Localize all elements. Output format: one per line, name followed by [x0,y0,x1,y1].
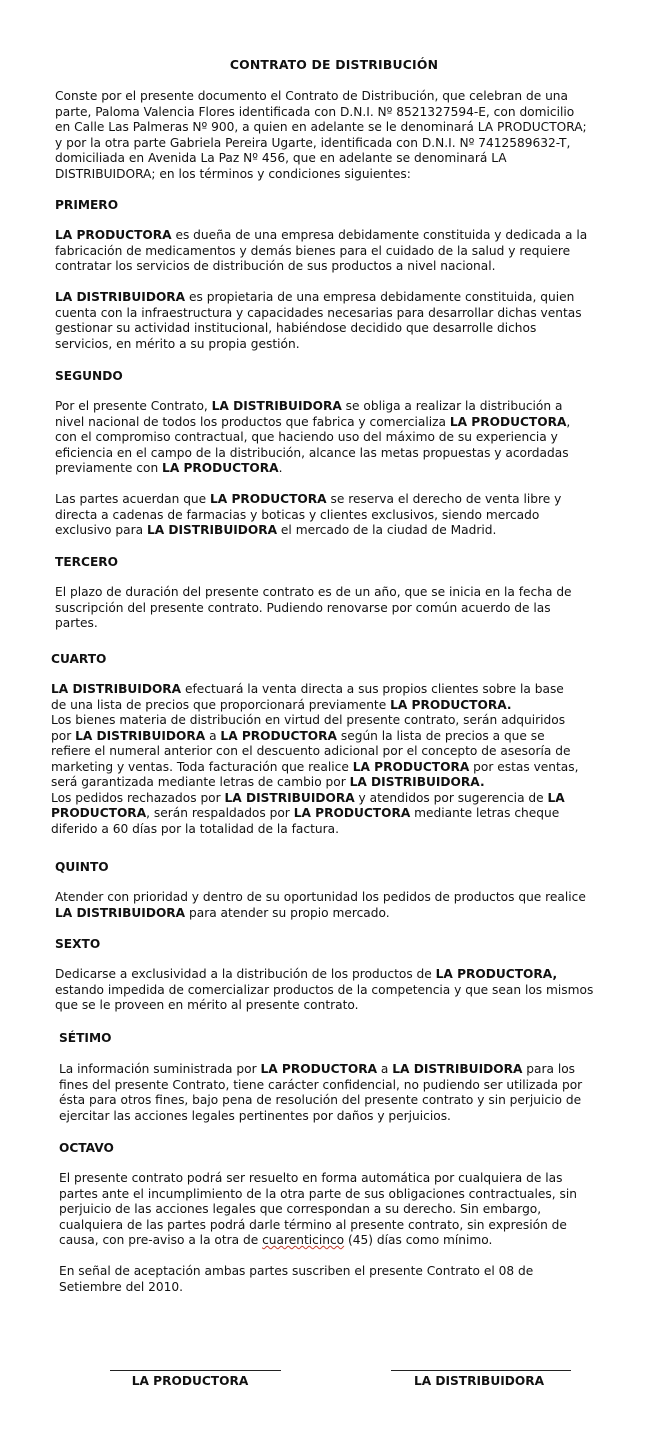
text-segment: por [51,728,76,743]
heading-tercero: TERCERO [55,555,119,569]
heading-octavo: OCTAVO [59,1141,114,1155]
party-name: LA DISTRIBUIDORA [55,905,186,920]
text-line: Conste por el presente documento el Contrato de Distribución, que celebran de una [55,89,568,103]
text-segment: perjuicio de las acciones legales que correspondan a su derecho. Sin embargo, [59,1202,542,1216]
text-line: y por la otra parte Gabriela Pereira Ugarte, identificada con D.N.I. Nº 7412589632-T, [55,135,571,150]
text-segment: . [278,461,283,475]
text-segment: Las partes acuerdan que [55,492,211,506]
text-segment: según la lista de precios a que se [337,728,545,743]
text-segment: refiere el numeral anterior con el descuento adicional por el concepto de asesoría de [51,744,571,758]
party-name: LA DISTRIBUIDORA [146,523,278,537]
text-segment: Setiembre del 2010. [59,1279,184,1294]
text-line [55,415,570,431]
text-line [51,775,578,791]
intro-paragraph [55,89,587,182]
spellcheck-word: cuarenticinco [262,1233,345,1247]
text-segment: partes ante el incumplimiento de la otra parte de sus obligaciones contractuales, sin [59,1186,577,1201]
text-line [55,446,570,462]
text-line [59,1187,577,1203]
text-line: domiciliada en Avenida La Paz Nº 456, que en adelante se denominará LA [55,151,507,165]
text-line [51,698,578,714]
party-name: LA DISTRIBUIDORA [55,290,186,304]
party-name: LA PRODUCTORA [352,759,470,774]
setimo-paragraph [59,1062,582,1124]
signature-label-productora: LA PRODUCTORA [131,1374,249,1388]
party-name: LA PRODUCTORA [260,1062,378,1076]
party-name: LA DISTRIBUIDORA [51,682,182,696]
text-segment: servicios, en mérito a su propia gestión. [55,336,300,351]
text-segment: ésta para otros fines, bajo pena de resolución del presente contrato y sin perjuicio de [59,1093,582,1107]
text-segment: diferido a 60 días por la totalidad de la factura. [51,821,339,836]
party-name: LA DISTRIBUIDORA [392,1062,523,1076]
party-name: LA PRODUCTORA [293,806,411,820]
text-line [59,1062,582,1078]
text-line [55,399,570,415]
text-segment: fines del presente Contrato, tiene carácter confidencial, no pudiendo ser utilizada por [59,1077,583,1092]
text-segment: a [205,728,221,743]
text-segment: La información suministrada por [59,1062,261,1076]
text-line [55,906,586,922]
party-name: LA DISTRIBUIDORA. [349,775,485,789]
text-segment: , [566,414,571,429]
cuarto-paragraph [51,682,578,837]
party-name: LA PRODUCTORA. [390,697,512,712]
text-segment: En señal de aceptación ambas partes suscriben el presente Contrato el 08 de [59,1264,534,1278]
text-line [51,744,578,760]
party-name: LA PRODUCTORA [449,414,567,429]
text-line [55,461,570,477]
primero-paragraph-1 [55,228,587,275]
text-line [55,601,572,617]
text-line [55,523,561,539]
text-line [55,290,582,306]
text-segment: exclusivo para [55,523,147,537]
text-line: parte, Paloma Valencia Flores identificada con D.N.I. Nº 8521327594-E, con domicilio [55,104,575,119]
text-line [55,998,593,1014]
text-segment: será garantizada mediante letras de cambio por [51,775,350,789]
text-line [59,1202,577,1218]
text-line [55,228,587,244]
text-line [55,244,587,260]
text-segment: nivel nacional de todos los productos que fabrica y comercializa [55,414,450,429]
text-line [55,616,572,632]
text-line [59,1280,533,1296]
text-line: DISTRIBUIDORA; en los términos y condiciones siguientes: [55,166,411,181]
text-line [59,1109,582,1125]
text-segment: Los bienes materia de distribución en virtud del presente contrato, serán adquiridos [51,713,566,727]
text-segment: contratar los servicios de distribución de sus productos a nivel nacional. [55,259,496,273]
text-line [59,1078,582,1094]
text-segment: se obliga a realizar la distribución a [341,399,563,413]
party-name: LA PRODUCTORA [162,461,279,475]
text-line [51,806,578,822]
tercero-paragraph [55,585,572,632]
text-segment: suscripción del presente contrato. Pudiendo renovarse por común acuerdo de las [55,600,551,615]
signature-label-distribuidora: LA DISTRIBUIDORA [413,1374,545,1388]
text-segment: Por el presente Contrato, [55,399,212,413]
text-segment: , serán respaldados por [146,806,294,820]
text-segment: eficiencia en el campo de la distribución, alcance las metas propuestas y acordadas [55,445,569,460]
party-name: LA DISTRIBUIDORA [211,399,342,413]
text-segment: mediante letras cheque [410,806,560,820]
text-line [55,492,561,508]
text-line [55,321,582,337]
octavo-paragraph-1 [59,1171,577,1249]
party-name: PRODUCTORA [51,806,147,820]
text-line: en Calle Las Palmeras Nº 900, a quien en adelante se le denominará LA PRODUCTORA; [55,120,587,134]
text-line [55,306,582,322]
text-line [59,1093,582,1109]
text-line [59,1233,577,1249]
party-name: LA PRODUCTORA [220,728,337,743]
text-line [55,967,593,983]
text-segment: y atendidos por sugerencia de [354,790,548,805]
text-segment: a [377,1062,393,1076]
quinto-paragraph [55,890,586,921]
text-line [59,1218,577,1234]
text-segment: por estas ventas, [469,759,579,774]
text-segment: cualquiera de las partes podrá darle término al presente contrato, sin expresión de [59,1217,567,1232]
party-name: LA DISTRIBUIDORA [75,728,206,743]
text-segment: que se le proveen en mérito al presente contrato. [55,998,359,1012]
text-segment: (45) días como mínimo. [344,1233,493,1247]
sexto-paragraph [55,967,593,1014]
text-segment: efectuará la venta directa a sus propios clientes sobre la base [181,682,564,696]
document-title: CONTRATO DE DISTRIBUCIÓN [229,57,439,72]
text-line [55,890,586,906]
text-line [51,713,578,729]
text-segment: es dueña de una empresa debidamente constituida y dedicada a la [171,228,588,242]
text-segment: con el compromiso contractual, que haciendo uso del máximo de su experiencia y [55,430,558,444]
text-segment: cuenta con la infraestructura y capacidades necesarias para desarrollar dichas ventas [55,305,582,320]
party-name: LA [547,790,565,805]
party-name: LA PRODUCTORA [55,228,172,242]
text-segment: se reserva el derecho de venta libre y [326,492,562,506]
text-segment: previamente con [55,461,163,475]
party-name: LA DISTRIBUIDORA [224,790,355,805]
text-segment: El presente contrato podrá ser resuelto en forma automática por cualquiera de las [59,1171,563,1185]
heading-quinto: QUINTO [55,860,109,874]
heading-sexto: SEXTO [55,937,101,951]
text-segment: de una lista de precios que proporcionará previamente [51,697,391,712]
text-segment: partes. [55,616,98,630]
heading-primero: PRIMERO [55,198,119,212]
text-line [55,259,587,275]
segundo-paragraph-2 [55,492,561,539]
text-segment: el mercado de la ciudad de Madrid. [277,523,497,537]
segundo-paragraph-1 [55,399,570,477]
text-segment: para atender su propio mercado. [185,905,390,920]
text-segment: El plazo de duración del presente contrato es de un año, que se inicia en la fecha de [55,585,572,599]
party-name: LA PRODUCTORA [210,492,327,506]
text-segment: Los pedidos rechazados por [51,790,225,805]
text-line [51,729,578,745]
text-segment: marketing y ventas. Toda facturación que realice [51,759,353,774]
text-line [59,1171,577,1187]
text-line [55,508,561,524]
heading-cuarto: CUARTO [51,652,107,666]
text-line [51,760,578,776]
text-line [51,822,578,838]
text-segment: fabricación de medicamentos y demás bienes para el cuidado de la salud y requiere [55,243,571,258]
text-segment: es propietaria de una empresa debidamente constituida, quien [185,290,575,304]
primero-paragraph-2 [55,290,582,352]
text-line [59,1264,533,1280]
text-segment: Atender con prioridad y dentro de su oportunidad los pedidos de productos que realice [55,890,586,904]
text-segment: directa a cadenas de farmacias y boticas y clientes exclusivos, siendo mercado [55,507,540,522]
signature-line-distribuidora [391,1370,571,1371]
text-segment: para los [522,1062,576,1076]
signature-line-productora [110,1370,281,1371]
text-segment: Dedicarse a exclusividad a la distribución de los productos de [55,967,436,981]
party-name: LA PRODUCTORA, [435,967,558,981]
octavo-paragraph-2 [59,1264,533,1295]
heading-setimo: SÉTIMO [59,1031,112,1045]
text-segment: ejercitar las acciones legales pertinentes por daños y perjuicios. [59,1108,451,1123]
heading-segundo: SEGUNDO [55,369,123,383]
text-segment: gestionar su actividad institucional, habiéndose decidido que desarrolle dichos [55,321,537,335]
text-line [55,430,570,446]
text-line [51,682,578,698]
text-line [55,983,593,999]
text-line [51,791,578,807]
text-segment: estando impedida de comercializar productos de la competencia y que sean los mismos [55,982,594,997]
text-line [55,585,572,601]
text-line [55,337,582,353]
text-segment: causa, con pre-aviso a la otra de [59,1233,263,1247]
